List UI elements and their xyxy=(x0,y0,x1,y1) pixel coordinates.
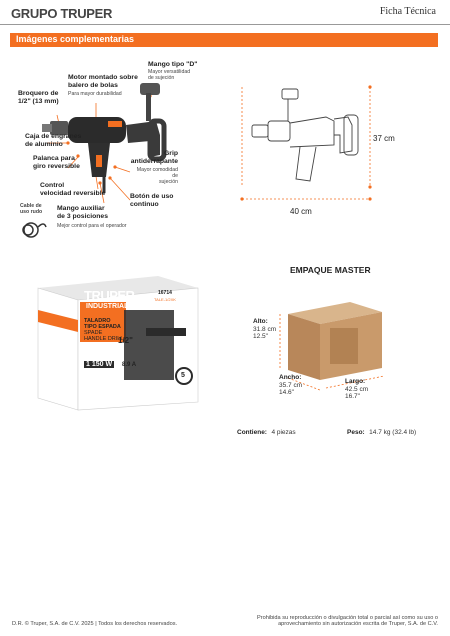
box-name-2: TIPO ESPADA xyxy=(84,324,121,330)
contiene-value: 4 piezas xyxy=(271,429,296,436)
box-power: 1 150 W xyxy=(86,361,113,368)
box-name-1: TALADRO xyxy=(84,318,111,324)
alto-label: Alto: xyxy=(253,318,268,325)
boton-title-1: Botón de uso xyxy=(130,193,174,200)
box-model: TALE-1/2XK xyxy=(154,297,176,302)
contiene-label: Contiene: xyxy=(237,429,267,436)
feature-grip xyxy=(130,150,178,185)
feature-palanca xyxy=(33,155,80,170)
grip-sub-2: sujeción xyxy=(158,179,178,185)
motor-title-2: balero de bolas xyxy=(68,81,118,89)
feature-mango-d xyxy=(148,61,197,81)
mango-d-sub-1: Mayor versatilidad xyxy=(148,68,191,75)
master-peso xyxy=(347,421,416,439)
feature-motor xyxy=(68,74,138,97)
largo-cm: 42.5 cm xyxy=(345,385,369,393)
control-title-2: velocidad reversible xyxy=(40,189,106,197)
palanca-title-2: giro reversible xyxy=(33,162,80,170)
caja-title-1: Caja de engranes xyxy=(25,133,82,140)
feature-broquero xyxy=(18,90,59,105)
mango-d-title: Mango tipo "D" xyxy=(148,61,198,68)
document-type: Ficha Técnica xyxy=(379,6,436,17)
footer-legal-1: Prohibida su reproducción o divulgación total o parcial así como su uso o xyxy=(257,615,438,621)
broquero-title-2: 1/2" (13 mm) xyxy=(18,97,59,105)
cable-title-1: Cable de xyxy=(20,203,42,209)
box-amps: 8.9 A xyxy=(122,362,137,368)
largo-in: 16.7" xyxy=(345,393,360,400)
boton-title-2: continuo xyxy=(130,200,159,208)
feature-cable xyxy=(20,203,42,215)
mango-aux-title-2: de 3 posiciones xyxy=(57,212,108,220)
box-line: INDUSTRIAL xyxy=(86,303,129,310)
master-largo xyxy=(345,378,368,401)
header-divider xyxy=(0,24,450,25)
box-name-en-2: HANDLE DRILL xyxy=(84,336,124,342)
brand-logo: GRUPO TRUPER xyxy=(11,6,113,21)
mango-d-sub-2: de sujeción xyxy=(148,74,175,81)
peso-value: 14.7 kg (32.4 lb) xyxy=(369,429,417,436)
ancho-in: 14.6" xyxy=(279,389,294,396)
box-warranty: 5 xyxy=(181,372,185,379)
alto-cm: 31.8 cm xyxy=(253,325,277,333)
feature-caja xyxy=(25,133,81,148)
master-title: EMPAQUE MASTER xyxy=(290,265,371,275)
ancho-cm: 35.7 cm xyxy=(279,381,303,389)
ancho-label: Ancho: xyxy=(279,374,302,381)
grip-sub-1: Mayor comodidad de xyxy=(136,167,178,179)
grip-title-2: antiderrapante xyxy=(130,157,178,165)
control-title-1: Control xyxy=(40,182,65,189)
dimension-width: 40 cm xyxy=(290,207,312,216)
alto-in: 12.5" xyxy=(253,333,268,340)
motor-sub: Para mayor durabilidad xyxy=(68,91,122,97)
broquero-title-1: Broquero de xyxy=(18,90,59,97)
caja-title-2: de aluminio xyxy=(25,140,63,148)
dimension-height: 37 cm xyxy=(373,134,395,143)
box-brand: TRUPER xyxy=(84,288,135,303)
footer-legal xyxy=(257,615,438,627)
palanca-title-1: Palanca para xyxy=(33,155,75,162)
peso-label: Peso: xyxy=(347,429,365,436)
feature-control xyxy=(40,182,105,197)
feature-boton xyxy=(130,193,173,208)
master-contiene xyxy=(237,421,296,439)
largo-label: Largo: xyxy=(345,378,366,385)
box-name-en-1: SPADE xyxy=(84,330,103,336)
dimension-drawing xyxy=(230,75,400,225)
footer-legal-2: aprovechamiento sin autorización escrita de Truper, S.A. de C.V. xyxy=(278,621,438,627)
footer-copyright: D.R. © Truper, S.A. de C.V. 2025 | Todos los derechos reservados. xyxy=(12,621,178,627)
mango-aux-sub: Mejor control para el operador xyxy=(57,223,127,229)
box-chuck: 1/2" xyxy=(118,336,133,345)
master-ancho xyxy=(279,374,302,397)
master-alto xyxy=(253,318,276,341)
feature-mango-aux xyxy=(57,205,127,229)
grip-title-1: Grip xyxy=(164,150,178,157)
cable-icon xyxy=(23,223,46,237)
motor-title-1: Motor montado sobre xyxy=(68,74,138,81)
box-code: 16714 xyxy=(158,290,172,296)
section-title: Imágenes complementarias xyxy=(16,34,135,44)
mango-aux-title-1: Mango auxiliar xyxy=(57,205,105,212)
cable-title-2: uso rudo xyxy=(20,209,43,215)
